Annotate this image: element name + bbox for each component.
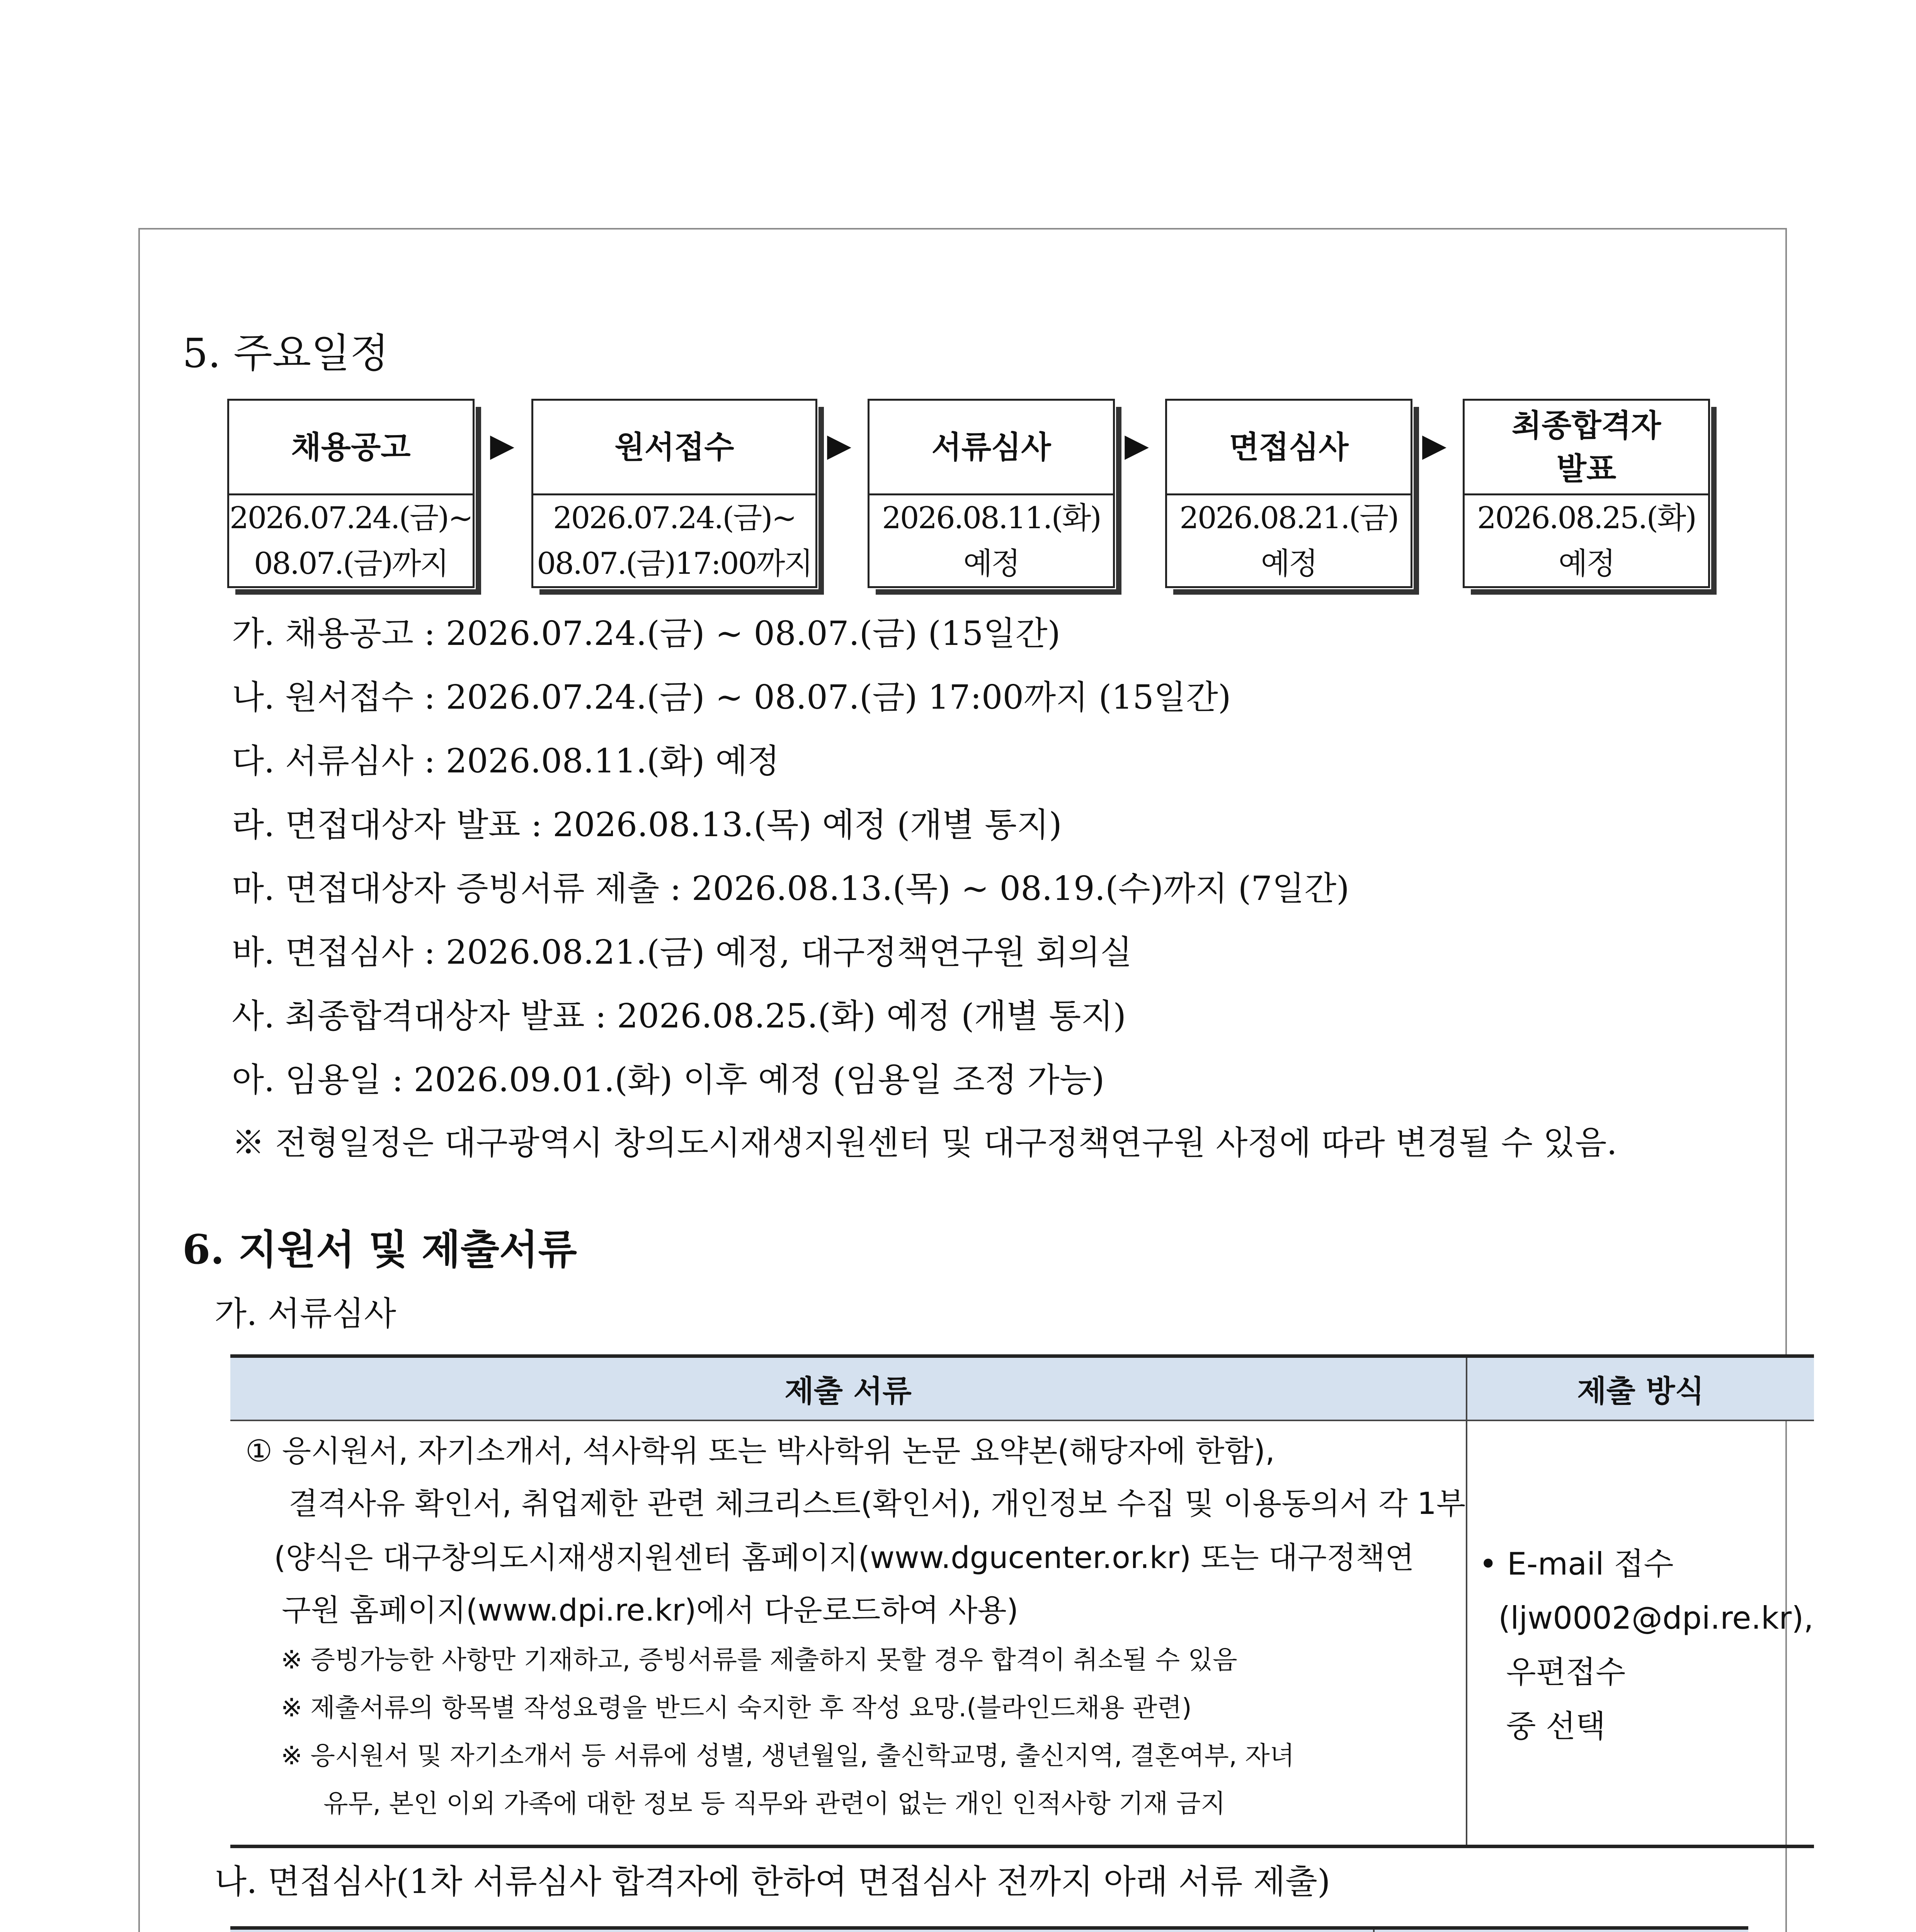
section-6-title: 6. 지원서 및 제출서류 xyxy=(182,1226,577,1273)
flow-arrow-icon: ▶ xyxy=(827,427,852,464)
method-line: 우편접수 xyxy=(1506,1654,1626,1690)
column-header: 제출 서류 xyxy=(230,1356,1467,1421)
flow-box-title: 채용공고 xyxy=(229,401,473,495)
flow-box-date: 2026.08.25.(화) 예정 xyxy=(1477,500,1696,581)
document-line: (양식은 대구창의도시재생지원센터 홈페이지(www.dgucenter.or.kr) 또는 대구정책연 xyxy=(274,1541,1414,1575)
flow-box-document-review xyxy=(868,399,1115,588)
section-5-title: 5. 주요일정 xyxy=(182,330,389,377)
submission-method-cell xyxy=(1467,1420,1814,1847)
flow-box-title: 원서접수 xyxy=(533,401,815,495)
flow-arrow-icon: ▶ xyxy=(1125,427,1149,464)
document-note: ※ 증빙가능한 사항만 기재하고, 증빙서류를 제출하지 못할 경우 합격이 취소될 수 있음 xyxy=(281,1645,1237,1675)
schedule-item: 나. 원서접수 : 2026.07.24.(금) ~ 08.07.(금) 17:00까지 (15일간) xyxy=(232,678,1231,717)
interview-review-title: 나. 면접심사(1차 서류심사 합격자에 한하여 면접심사 전까지 아래 서류 제출) xyxy=(214,1862,1331,1901)
document-review-table xyxy=(230,1354,1814,1848)
document-line: 구원 홈페이지(www.dpi.re.kr)에서 다운로드하여 사용) xyxy=(282,1593,1019,1628)
schedule-item: 라. 면접대상자 발표 : 2026.08.13.(목) 예정 (개별 통지) xyxy=(232,806,1062,844)
flow-box-interview xyxy=(1165,399,1412,588)
column-header xyxy=(1374,1928,1748,1932)
column-header: 제출 방식 xyxy=(1467,1356,1814,1421)
flow-box-date: 2026.07.24.(금)~ 08.07.(금)17:00까지 xyxy=(537,500,812,581)
flow-box-title: 최종합격자 발표 xyxy=(1465,401,1708,495)
flow-arrow-icon: ▶ xyxy=(490,427,515,464)
method-line: (ljw0002@dpi.re.kr), xyxy=(1498,1600,1814,1636)
schedule-item: 사. 최종합격대상자 발표 : 2026.08.25.(화) 예정 (개별 통지) xyxy=(232,997,1126,1036)
flow-box-application xyxy=(531,399,817,588)
schedule-item: 바. 면접심사 : 2026.08.21.(금) 예정, 대구정책연구원 회의실 xyxy=(232,933,1132,972)
document-note: ※ 응시원서 및 자기소개서 등 서류에 성별, 생년월일, 출신학교명, 출신지역, 결혼여부, 자녀 xyxy=(281,1741,1295,1770)
flow-box-date: 2026.07.24.(금)~ 08.07.(금)까지 xyxy=(230,500,472,581)
method-line: • E-mail 접수 xyxy=(1479,1546,1674,1582)
schedule-item: 아. 임용일 : 2026.09.01.(화) 이후 예정 (임용일 조정 가능) xyxy=(232,1061,1105,1099)
interview-review-table xyxy=(230,1926,1748,1932)
column-header xyxy=(230,1928,1374,1932)
schedule-note: ※ 전형일정은 대구광역시 창의도시재생지원센터 및 대구정책연구원 사정에 따라 변경될 수 있음. xyxy=(232,1124,1617,1162)
flow-box-title: 면접심사 xyxy=(1167,401,1411,495)
document-line: 결격사유 확인서, 취업제한 관련 체크리스트(확인서), 개인정보 수집 및 이용동의서 각 1부 xyxy=(289,1486,1466,1521)
flow-box-date: 2026.08.11.(화) 예정 xyxy=(882,500,1101,581)
flow-box-final-announcement xyxy=(1463,399,1710,588)
schedule-item: 마. 면접대상자 증빙서류 제출 : 2026.08.13.(목) ~ 08.19.(수)까지 (7일간) xyxy=(232,869,1349,908)
document-line: ① 응시원서, 자기소개서, 석사학위 또는 박사학위 논문 요약본(해당자에 한함), xyxy=(245,1434,1275,1469)
flow-box-recruit-notice xyxy=(227,399,475,588)
submission-documents-cell xyxy=(230,1420,1467,1847)
method-line: 중 선택 xyxy=(1506,1708,1606,1744)
document-note: 유무, 본인 이외 가족에 대한 정보 등 직무와 관련이 없는 개인 인적사항 기재 금지 xyxy=(323,1789,1225,1818)
flow-box-title: 서류심사 xyxy=(870,401,1113,495)
flow-arrow-icon: ▶ xyxy=(1422,427,1447,464)
document-review-title: 가. 서류심사 xyxy=(214,1294,396,1333)
document-note: ※ 제출서류의 항목별 작성요령을 반드시 숙지한 후 작성 요망.(블라인드채용 관련) xyxy=(281,1693,1192,1723)
flow-box-date: 2026.08.21.(금) 예정 xyxy=(1179,500,1398,581)
schedule-item: 다. 서류심사 : 2026.08.11.(화) 예정 xyxy=(232,742,780,781)
schedule-item: 가. 채용공고 : 2026.07.24.(금) ~ 08.07.(금) (15일간) xyxy=(232,614,1061,653)
